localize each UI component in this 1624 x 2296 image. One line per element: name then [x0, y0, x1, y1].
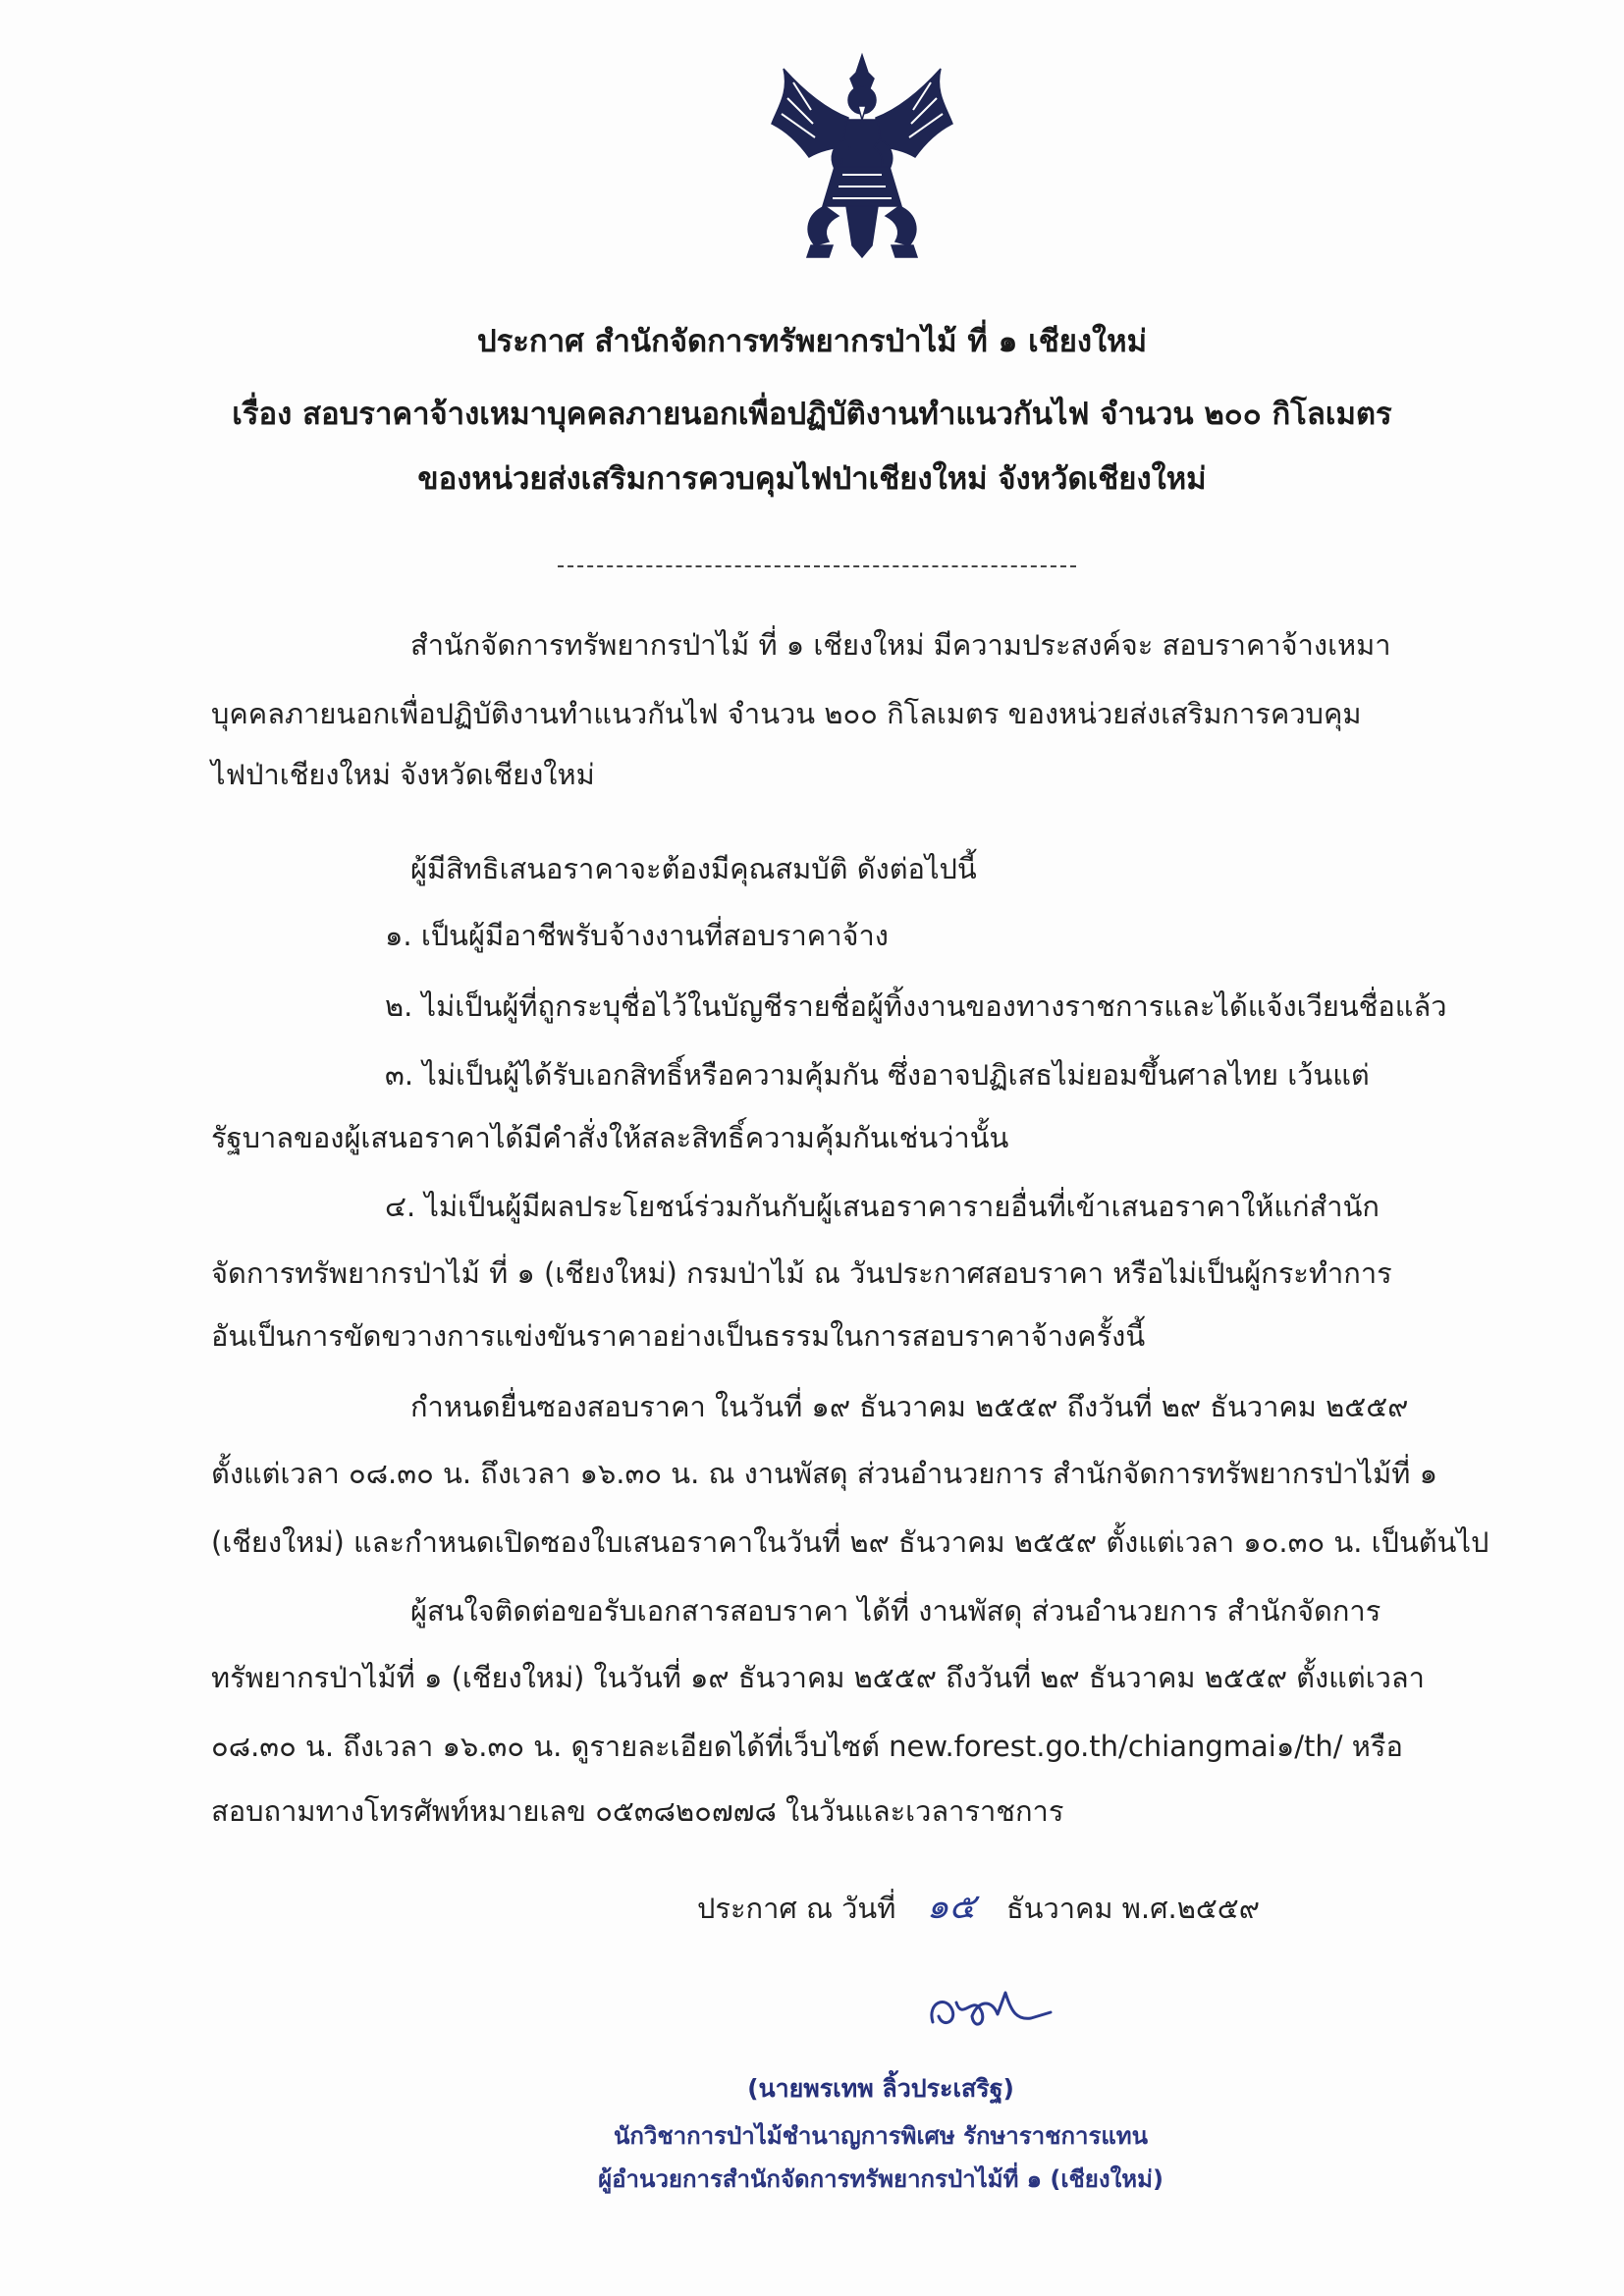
date-day-handwritten: ๑๕	[926, 1887, 976, 1927]
body-line: บุคคลภายนอกเพื่อปฏิบัติงานทำแนวกันไฟ จำนวน ๒๐๐ กิโลเมตร ของหน่วยส่งเสริมการควบคุม	[211, 697, 1362, 730]
qualification-item: ๒. ไม่เป็นผู้ที่ถูกระบุชื่อไว้ในบัญชีรายชื่อผู้ทิ้งงานของทางราชการและได้แจ้งเวียนชื่อแล้ว	[385, 989, 1447, 1023]
qualification-item: ๓. ไม่เป็นผู้ได้รับเอกสิทธิ์หรือความคุ้มกัน ซึ่งอาจปฏิเสธไม่ยอมขึ้นศาลไทย เว้นแต่	[385, 1058, 1370, 1092]
announcement-subject: เรื่อง สอบราคาจ้างเหมาบุคคลภายนอกเพื่อปฏิบัติงานทำแนวกันไฟ จำนวน ๒๐๐ กิโลเมตร	[232, 397, 1392, 432]
schedule-line: (เชียงใหม่) และกำหนดเปิดซองใบเสนอราคาในวันที่ ๒๙ ธันวาคม ๒๕๕๙ ตั้งแต่เวลา ๑๐.๓๐ น. เป็นต้นไป	[211, 1525, 1489, 1559]
announcement-date	[697, 1889, 1260, 1927]
announcement-title: ประกาศ สำนักจัดการทรัพยากรป่าไม้ ที่ ๑ เชียงใหม่	[476, 324, 1148, 359]
dashed-divider	[558, 565, 1076, 567]
contact-line: สอบถามทางโทรศัพท์หมายเลข ๐๕๓๘๒๐๗๗๘ ในวันและเวลาราชการ	[211, 1794, 1064, 1828]
qualifications-intro: ผู้มีสิทธิเสนอราคาจะต้องมีคุณสมบัติ ดังต่อไปนี้	[410, 852, 977, 885]
body-line: สำนักจัดการทรัพยากรป่าไม้ ที่ ๑ เชียงใหม่ มีความประสงค์จะ สอบราคาจ้างเหมา	[410, 628, 1391, 662]
signatory-title: นักวิชาการป่าไม้ชำนาญการพิเศษ รักษาราชการแทน	[613, 2122, 1149, 2150]
signatory-name: (นายพรเทพ ลิ้วประเสริฐ)	[747, 2074, 1014, 2103]
contact-line: ๐๘.๓๐ น. ถึงเวลา ๑๖.๓๐ น. ดูรายละเอียดได้ที่เว็บไซต์ new.forest.go.th/chiangmai๑/th/ หรือ	[211, 1730, 1403, 1763]
signatory-office: ผู้อำนวยการสำนักจัดการทรัพยากรป่าไม้ที่ ๑ (เชียงใหม่)	[598, 2165, 1164, 2193]
contact-line: ทรัพยากรป่าไม้ที่ ๑ (เชียงใหม่) ในวันที่ ๑๙ ธันวาคม ๒๕๕๙ ถึงวันที่ ๒๙ ธันวาคม ๒๕๕๙ ตั้งแต่เวลา	[211, 1661, 1425, 1694]
qualification-item-cont: อันเป็นการขัดขวางการแข่งขันราคาอย่างเป็นธรรมในการสอบราคาจ้างครั้งนี้	[211, 1319, 1146, 1353]
contact-line: ผู้สนใจติดต่อขอรับเอกสารสอบราคา ได้ที่ งานพัสดุ ส่วนอำนวยการ สำนักจัดการ	[410, 1594, 1381, 1628]
qualification-item: ๑. เป็นผู้มีอาชีพรับจ้างงานที่สอบราคาจ้าง	[385, 919, 889, 952]
garuda-emblem-icon	[764, 49, 960, 270]
qualification-item: ๔. ไม่เป็นผู้มีผลประโยชน์ร่วมกันกับผู้เสนอราคารายอื่นที่เข้าเสนอราคาให้แก่สำนัก	[385, 1190, 1380, 1223]
date-suffix: ธันวาคม พ.ศ.๒๕๕๙	[1005, 1892, 1260, 1925]
body-line: ไฟป่าเชียงใหม่ จังหวัดเชียงใหม่	[211, 758, 595, 791]
date-prefix: ประกาศ ณ วันที่	[697, 1892, 896, 1925]
schedule-line: ตั้งแต่เวลา ๐๘.๓๐ น. ถึงเวลา ๑๖.๓๐ น. ณ งานพัสดุ ส่วนอำนวยการ สำนักจัดการทรัพยากรป่าไม้ที่ ๑	[211, 1457, 1437, 1490]
handwritten-signature	[923, 1973, 1080, 2042]
qualification-item-cont: รัฐบาลของผู้เสนอราคาได้มีคำสั่งให้สละสิทธิ์ความคุ้มกันเช่นว่านั้น	[211, 1121, 1009, 1154]
announcement-subject-cont: ของหน่วยส่งเสริมการควบคุมไฟป่าเชียงใหม่ จังหวัดเชียงใหม่	[417, 461, 1207, 497]
schedule-line: กำหนดยื่นซองสอบราคา ในวันที่ ๑๙ ธันวาคม ๒๕๕๙ ถึงวันที่ ๒๙ ธันวาคม ๒๕๕๙	[410, 1390, 1409, 1423]
qualification-item-cont: จัดการทรัพยากรป่าไม้ ที่ ๑ (เชียงใหม่) กรมป่าไม้ ณ วันประกาศสอบราคา หรือไม่เป็นผู้กระทำการ	[211, 1256, 1392, 1290]
